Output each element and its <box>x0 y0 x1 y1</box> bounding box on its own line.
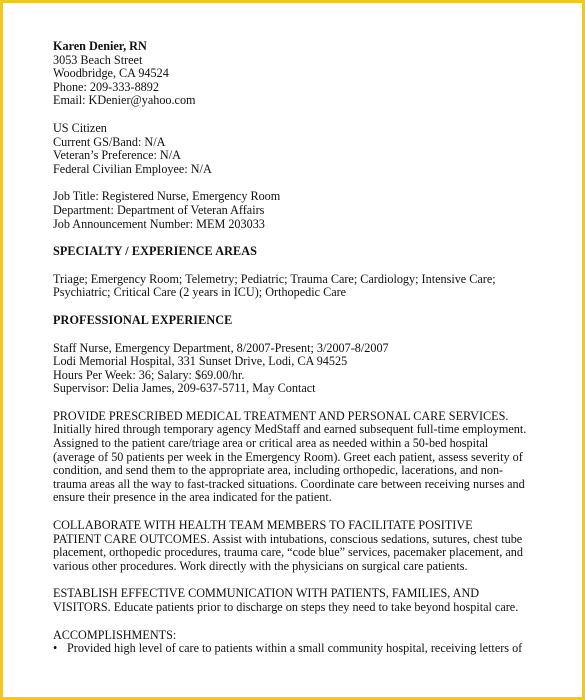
accomplishments-heading: ACCOMPLISHMENTS: <box>53 627 177 642</box>
accomplishment-item <box>53 642 533 656</box>
paragraph-line: VISITORS. Educate patients prior to discharge on steps they need to take beyond hospital care. <box>53 600 519 614</box>
job-title: Job Title: Registered Nurse, Emergency Room <box>53 189 281 204</box>
paragraph-line: Assigned to the patient care/triage area or critical area as needed within a 50-bed hospital <box>53 436 489 451</box>
experience-heading: PROFESSIONAL EXPERIENCE <box>53 312 233 327</box>
job-announcement: Job Announcement Number: MEM 203033 <box>53 216 265 231</box>
paragraph-line: condition, and send them to the appropriate area, including orthopedic, lacerations, and non- <box>53 463 504 478</box>
citizenship: US Citizen <box>53 120 107 135</box>
spacer <box>53 396 533 410</box>
specialty-line: Psychiatric; Critical Care (2 years in ICU); Orthopedic Care <box>53 285 347 300</box>
spacer <box>53 108 533 122</box>
spacer <box>53 615 533 629</box>
spacer <box>53 328 533 342</box>
spacer <box>53 259 533 273</box>
spacer <box>53 573 533 587</box>
paragraph-line: Initially hired through temporary agency MedStaff and earned subsequent full-time employment. <box>53 422 527 437</box>
paragraph-line: placement, orthopedic procedures, trauma care, “code blue” services, pacemaker placement, and <box>53 545 523 560</box>
accomplishment-text: Provided high level of care to patients within a small community hospital, receiving letters of <box>67 641 523 656</box>
paragraph-line: COLLABORATE WITH HEALTH TEAM MEMBERS TO FACILITATE POSITIVE <box>53 518 473 533</box>
job-department: Department: Department of Veteran Affairs <box>53 202 265 217</box>
resume-page <box>3 3 582 697</box>
paragraph-line: various other procedures. Work directly with the physicians on surgical care patients. <box>53 558 468 573</box>
spacer <box>53 176 533 190</box>
specialty-line: Triage; Emergency Room; Telemetry; Pediatric; Trauma Care; Cardiology; Intensive Care; <box>53 271 496 286</box>
city-address: Woodbridge, CA 94524 <box>53 66 169 81</box>
street-address: 3053 Beach Street <box>53 52 143 67</box>
email: Email: KDenier@yahoo.com <box>53 93 196 108</box>
phone: Phone: 209-333-8892 <box>53 79 159 94</box>
federal-employee: Federal Civilian Employee: N/A <box>53 161 212 176</box>
paragraph-line: trauma areas all the way to fast-tracked situations. Coordinate care between receiving nurses and <box>53 476 525 491</box>
paragraph-line: ensure their presence in the area indicated for the patient. <box>53 490 332 505</box>
specialty-heading: SPECIALTY / EXPERIENCE AREAS <box>53 244 258 259</box>
paragraph-line: PATIENT CARE OUTCOMES. Assist with intubations, conscious sedations, sutures, chest tube <box>53 531 523 546</box>
bullet-icon: • <box>53 641 58 656</box>
position-line: Hours Per Week: 36; Salary: $69.00/hr. <box>53 367 245 382</box>
spacer <box>53 300 533 314</box>
spacer <box>53 231 533 245</box>
position-line: Staff Nurse, Emergency Department, 8/2007-Present; 3/2007-8/2007 <box>53 340 389 355</box>
veteran-preference: Veteran’s Preference: N/A <box>53 148 181 163</box>
gs-band: Current GS/Band: N/A <box>53 134 166 149</box>
paragraph-line: PROVIDE PRESCRIBED MEDICAL TREATMENT AND PERSONAL CARE SERVICES. <box>53 408 509 423</box>
position-line: Supervisor: Delia James, 209-637-5711, May Contact <box>53 381 316 396</box>
resume-content <box>53 40 533 656</box>
paragraph-line: ESTABLISH EFFECTIVE COMMUNICATION WITH PATIENTS, FAMILIES, AND <box>53 586 480 601</box>
paragraph-line: (average of 50 patients per week in the Emergency Room). Greet each patient, assess severity of <box>53 449 523 464</box>
spacer <box>53 505 533 519</box>
applicant-name: Karen Denier, RN <box>53 39 147 53</box>
position-line: Lodi Memorial Hospital, 331 Sunset Drive, Lodi, CA 94525 <box>53 354 348 369</box>
